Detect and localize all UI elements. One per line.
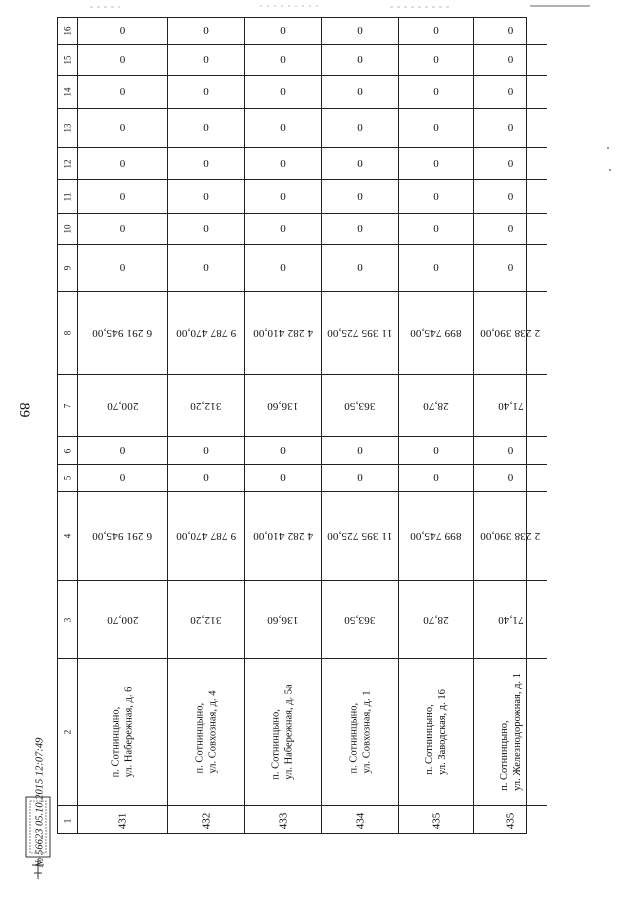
value-v8: 2 238 390,00 — [480, 327, 541, 339]
column-number-cell — [58, 806, 77, 835]
table-cell-v15 — [399, 45, 473, 76]
column-number-cell — [58, 18, 77, 45]
table-cell-v8 — [245, 292, 321, 375]
signature-text: № 56623 05.10.2015 12:07:49 — [34, 737, 46, 867]
value-v10: 0 — [433, 223, 439, 235]
seal-stamp — [18, 793, 58, 883]
column-number: 10 — [62, 224, 73, 234]
value-v5: 0 — [507, 472, 514, 484]
address — [110, 687, 136, 778]
table-cell-v12 — [399, 148, 473, 180]
table-cell-v5 — [322, 465, 398, 492]
value-v7: 363,50 — [344, 399, 376, 412]
address-line2: ул. Заводская, д. 16 — [437, 689, 448, 775]
column-number: 2 — [62, 729, 73, 735]
value-v6: 0 — [119, 444, 126, 457]
scan-noise-top — [60, 0, 600, 14]
table-cell-v13 — [78, 109, 167, 148]
table-cell-v14 — [78, 76, 167, 109]
table-cell-v13 — [399, 109, 473, 148]
table-cell-v13 — [245, 109, 321, 148]
value-v9: 0 — [119, 262, 126, 274]
value-v9: 0 — [280, 262, 286, 274]
value-v9: 0 — [203, 262, 209, 274]
table-cell-num — [168, 806, 244, 835]
column-number: 13 — [62, 123, 73, 133]
table-cell-v4 — [322, 492, 398, 581]
table-cell-v9 — [474, 245, 547, 292]
table-cell-v8 — [474, 292, 547, 375]
value-v15: 0 — [507, 54, 514, 66]
column-number-cell — [58, 659, 77, 806]
column-number-cell — [58, 581, 77, 659]
value-v13: 0 — [119, 122, 126, 134]
column-number: 5 — [62, 475, 73, 481]
table-cell-v8 — [399, 292, 473, 375]
table-cell-v12 — [78, 148, 167, 180]
value-v13: 0 — [433, 122, 439, 134]
value-v13: 0 — [507, 122, 514, 134]
value-v4: 11 395 725,00 — [327, 530, 393, 542]
scan-mark — [600, 140, 620, 180]
value-v5: 0 — [433, 472, 439, 484]
table-cell-v16 — [322, 18, 398, 45]
column-number-cell — [58, 437, 77, 465]
table-cell-v4 — [168, 492, 244, 581]
table-cell-addr — [399, 659, 473, 806]
table-cell-v3 — [399, 581, 473, 659]
column-number-cell — [58, 375, 77, 437]
value-v16: 0 — [433, 25, 439, 37]
value-v5: 0 — [280, 472, 286, 484]
column-number-cell — [58, 148, 77, 180]
value-v13: 0 — [280, 122, 286, 134]
table-cell-v5 — [168, 465, 244, 492]
table-cell-v10 — [322, 214, 398, 245]
value-v8: 9 787 470,00 — [175, 327, 237, 339]
column-number-cell — [58, 109, 77, 148]
value-v15: 0 — [357, 54, 363, 66]
table-cell-v13 — [474, 109, 547, 148]
table-cell-v3 — [322, 581, 398, 659]
value-v6: 0 — [507, 444, 514, 457]
table-cell-v15 — [78, 45, 167, 76]
value-v15: 0 — [119, 54, 126, 66]
column-number-cell — [58, 214, 77, 245]
table-cell-num — [399, 806, 473, 835]
table-cell-v11 — [78, 180, 167, 214]
table-cell-addr — [245, 659, 321, 806]
table-cell-v6 — [78, 437, 167, 465]
table-cell-v14 — [245, 76, 321, 109]
address-line1: п. Сотнинцыно, — [110, 706, 122, 778]
value-v12: 0 — [507, 157, 514, 170]
table-cell-v6 — [399, 437, 473, 465]
table-cell-v9 — [78, 245, 167, 292]
value-v15: 0 — [280, 54, 286, 66]
value-v7: 71,40 — [497, 399, 524, 412]
column-number: 14 — [62, 87, 73, 97]
table-cell-v5 — [78, 465, 167, 492]
table-cell-v14 — [168, 76, 244, 109]
value-v6: 0 — [357, 444, 363, 457]
table-cell-v8 — [322, 292, 398, 375]
column-number: 7 — [62, 403, 73, 408]
value-v4: 2 238 390,00 — [480, 530, 541, 542]
column-number: 12 — [62, 159, 73, 168]
address-line1: п. Сотнинцыно, — [194, 702, 206, 774]
address — [498, 673, 524, 791]
value-v4: 9 787 470,00 — [175, 530, 237, 542]
value-v9: 0 — [433, 262, 439, 274]
value-v14: 0 — [280, 86, 286, 98]
value-v16: 0 — [119, 25, 126, 37]
table-cell-v15 — [322, 45, 398, 76]
value-v16: 0 — [357, 25, 363, 37]
value-v11: 0 — [507, 190, 514, 203]
table-cell-v3 — [78, 581, 167, 659]
value-v14: 0 — [203, 86, 209, 98]
address-line1: п. Сотнинцыно, — [271, 709, 283, 780]
table-cell-num — [78, 806, 167, 835]
value-v8: 6 291 945,00 — [92, 327, 153, 339]
value-v14: 0 — [357, 86, 363, 98]
table-cell-v8 — [168, 292, 244, 375]
table-cell-v12 — [322, 148, 398, 180]
value-v4: 6 291 945,00 — [92, 530, 153, 542]
table-row — [474, 18, 547, 833]
value-v11: 0 — [280, 190, 286, 203]
table-cell-v11 — [322, 180, 398, 214]
column-number: 1 — [62, 818, 73, 823]
table-cell-v5 — [399, 465, 473, 492]
column-number-cell — [58, 245, 77, 292]
value-v15: 0 — [433, 54, 439, 66]
row-number: 432 — [200, 812, 212, 829]
address-line1: п. Сотнинцыно, — [424, 704, 435, 775]
column-number: 16 — [62, 26, 73, 36]
table-cell-v16 — [78, 18, 167, 45]
address — [270, 684, 296, 779]
table-cell-v7 — [399, 375, 473, 437]
table-cell-v7 — [78, 375, 167, 437]
value-v11: 0 — [203, 190, 209, 203]
table-cell-v12 — [168, 148, 244, 180]
page-number: 89 — [16, 402, 32, 418]
value-v12: 0 — [280, 157, 286, 170]
row-number: 435 — [504, 812, 517, 829]
address-line2: ул. Совхозная, д. 4 — [207, 690, 219, 774]
value-v14: 0 — [433, 86, 439, 98]
table-cell-v3 — [245, 581, 321, 659]
row-number: 431 — [116, 812, 129, 829]
value-v12: 0 — [357, 157, 363, 170]
row-number: 433 — [277, 812, 289, 829]
data-table — [57, 17, 541, 834]
value-v11: 0 — [119, 190, 126, 203]
table-cell-v15 — [245, 45, 321, 76]
value-v3: 200,70 — [106, 613, 139, 626]
table-cell-v3 — [474, 581, 547, 659]
table-cell-addr — [168, 659, 244, 806]
table-cell-v13 — [322, 109, 398, 148]
column-number: 6 — [62, 448, 73, 453]
value-v6: 0 — [203, 444, 209, 457]
column-number: 15 — [62, 55, 73, 65]
column-number-cell — [58, 292, 77, 375]
value-v12: 0 — [203, 157, 209, 170]
table-cell-v7 — [474, 375, 547, 437]
table-cell-v9 — [245, 245, 321, 292]
value-v8: 11 395 725,00 — [327, 327, 393, 339]
value-v7: 28,70 — [423, 399, 449, 412]
value-v10: 0 — [357, 223, 363, 235]
table-cell-num — [322, 806, 398, 835]
table-cell-v6 — [474, 437, 547, 465]
table-row — [168, 18, 245, 833]
value-v6: 0 — [280, 444, 286, 457]
table-cell-v11 — [245, 180, 321, 214]
value-v9: 0 — [507, 262, 514, 274]
value-v14: 0 — [507, 86, 514, 98]
table-cell-num — [245, 806, 321, 835]
table-cell-v7 — [245, 375, 321, 437]
address — [347, 691, 373, 774]
column-number-cell — [58, 180, 77, 214]
table-cell-v7 — [168, 375, 244, 437]
value-v5: 0 — [119, 472, 126, 484]
column-number-cell — [58, 492, 77, 581]
table-cell-v10 — [78, 214, 167, 245]
table-row — [322, 18, 399, 833]
value-v4: 899 745,00 — [410, 530, 462, 542]
table-cell-v7 — [322, 375, 398, 437]
table-cell-v16 — [474, 18, 547, 45]
value-v9: 0 — [357, 262, 363, 274]
column-number: 11 — [62, 192, 73, 201]
value-v7: 312,20 — [190, 399, 222, 412]
value-v3: 312,20 — [190, 613, 222, 626]
value-v5: 0 — [203, 472, 209, 484]
table-cell-v14 — [474, 76, 547, 109]
table-cell-v3 — [168, 581, 244, 659]
address-line1: п. Сотнинцыно, — [498, 720, 510, 791]
value-v8: 4 282 410,00 — [252, 327, 314, 339]
value-v4: 4 282 410,00 — [252, 530, 314, 542]
column-number: 8 — [62, 330, 73, 336]
table-cell-v10 — [474, 214, 547, 245]
table-cell-v10 — [399, 214, 473, 245]
address — [423, 689, 449, 775]
table-cell-v8 — [78, 292, 167, 375]
value-v3: 136,60 — [267, 613, 299, 626]
column-number-strip — [58, 18, 78, 833]
table-row — [78, 18, 168, 833]
table-cell-v9 — [168, 245, 244, 292]
column-number: 4 — [62, 533, 73, 539]
table-cell-num — [474, 806, 547, 835]
value-v12: 0 — [119, 157, 126, 170]
table-cell-v15 — [168, 45, 244, 76]
address-line2: ул. Совхозная, д. 1 — [361, 690, 373, 774]
table-cell-v13 — [168, 109, 244, 148]
value-v3: 71,40 — [497, 613, 524, 626]
table-cell-v15 — [474, 45, 547, 76]
table-cell-v6 — [245, 437, 321, 465]
value-v8: 899 745,00 — [410, 327, 462, 339]
value-v7: 136,60 — [267, 399, 299, 412]
value-v16: 0 — [507, 25, 514, 37]
table-cell-addr — [322, 659, 398, 806]
address-line2: ул. Набережная, д. 5а — [284, 684, 296, 780]
value-v13: 0 — [203, 122, 209, 134]
address — [193, 691, 219, 774]
value-v16: 0 — [203, 25, 209, 37]
table-cell-v12 — [474, 148, 547, 180]
value-v15: 0 — [203, 54, 209, 66]
table-cell-v11 — [399, 180, 473, 214]
value-v10: 0 — [203, 223, 209, 235]
address-line2: ул. Железнодорожная, д. 1 — [511, 673, 523, 791]
column-number-cell — [58, 45, 77, 76]
value-v3: 28,70 — [423, 613, 449, 626]
table-cell-addr — [78, 659, 167, 806]
value-v12: 0 — [433, 157, 439, 170]
table-row — [399, 18, 474, 833]
value-v5: 0 — [357, 472, 363, 484]
value-v3: 363,50 — [344, 613, 376, 626]
table-cell-v14 — [322, 76, 398, 109]
value-v14: 0 — [119, 86, 126, 98]
value-v13: 0 — [357, 122, 363, 134]
column-number-cell — [58, 465, 77, 492]
address-line1: п. Сотнинцыно, — [348, 702, 360, 774]
table-cell-v5 — [245, 465, 321, 492]
table-cell-v4 — [78, 492, 167, 581]
value-v11: 0 — [433, 190, 439, 203]
table-cell-addr — [474, 659, 547, 806]
table-cell-v4 — [399, 492, 473, 581]
row-number: 434 — [354, 812, 366, 829]
value-v10: 0 — [280, 223, 286, 235]
column-number: 3 — [62, 617, 73, 622]
table-cell-v11 — [474, 180, 547, 214]
column-number-cell — [58, 76, 77, 109]
table-cell-v11 — [168, 180, 244, 214]
table-cell-v6 — [168, 437, 244, 465]
row-number: 435 — [430, 812, 442, 829]
table-cell-v9 — [399, 245, 473, 292]
column-number: 9 — [62, 265, 73, 271]
table-cell-v9 — [322, 245, 398, 292]
value-v10: 0 — [119, 223, 126, 235]
table-cell-v10 — [168, 214, 244, 245]
table-cell-v5 — [474, 465, 547, 492]
table-cell-v16 — [245, 18, 321, 45]
table-cell-v16 — [168, 18, 244, 45]
table-cell-v4 — [245, 492, 321, 581]
address-line2: ул. Набережная, д. 6 — [123, 686, 135, 778]
table-cell-v4 — [474, 492, 547, 581]
value-v6: 0 — [433, 444, 439, 457]
value-v7: 200,70 — [106, 399, 139, 412]
table-cell-v16 — [399, 18, 473, 45]
value-v10: 0 — [507, 223, 514, 235]
table-row — [245, 18, 322, 833]
table-cell-v10 — [245, 214, 321, 245]
table-cell-v6 — [322, 437, 398, 465]
value-v16: 0 — [280, 25, 286, 37]
table-cell-v14 — [399, 76, 473, 109]
value-v11: 0 — [357, 190, 363, 203]
table-cell-v12 — [245, 148, 321, 180]
